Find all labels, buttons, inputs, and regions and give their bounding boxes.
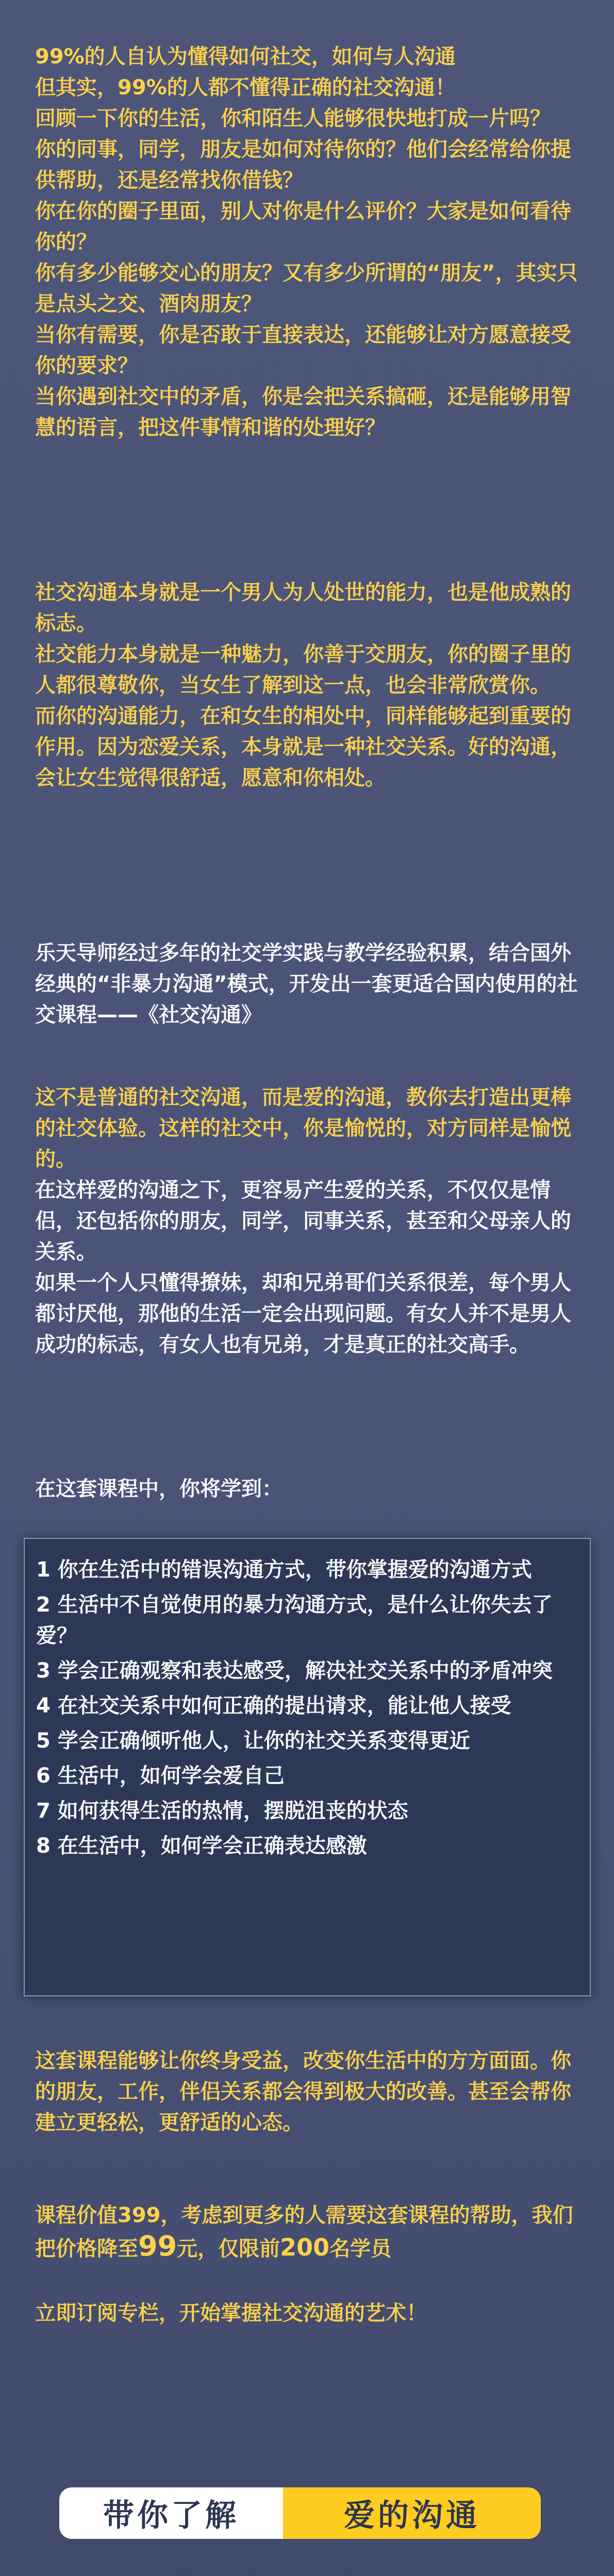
course-intro-paragraph: 乐天导师经过多年的社交学实践与教学经验积累，结合国外经典的“非暴力沟通”模式，开发出一套更适合国内使用的社交课程——《社交沟通》: [35, 941, 578, 1027]
original-price: 399: [118, 2204, 161, 2227]
seat-limit: 200: [280, 2233, 330, 2261]
lesson-item: 7 如何获得生活的热情，摆脱沮丧的状态: [36, 1799, 408, 1823]
intro-line: 当你遇到社交中的矛盾，你是会把关系搞砸，还是能够用智慧的语言，把这件事情和谐的处理好？: [35, 385, 571, 439]
cta-section: [35, 2298, 582, 2329]
benefit-paragraph: 这套课程能够让你终身受益，改变你生活中的方方面面。你的朋友，工作，伴侣关系都会得到极大的改善。甚至会帮你建立更轻松，更舒适的心态。: [35, 2049, 571, 2134]
banner-tag-left: 带你了解: [59, 2487, 283, 2539]
skill-paragraph: 社交能力本身就是一种魅力，你善于交朋友，你的圈子里的人都很尊敬你，当女生了解到这一点，也会非常欣赏你。: [35, 642, 571, 697]
price-text: 课程价值: [35, 2204, 118, 2227]
lessons-box: [24, 1538, 591, 1996]
intro-line: 99%的人自认为懂得如何社交，如何与人沟通: [35, 45, 456, 69]
intro-line: 但其实，99%的人都不懂得正确的社交沟通！: [35, 76, 456, 99]
love-paragraph: 在这样爱的沟通之下，更容易产生爱的关系，不仅仅是情侣，还包括你的朋友，同学，同事关系，甚至和父母亲人的关系。: [35, 1178, 571, 1264]
discount-price: 99: [138, 2230, 177, 2262]
intro-line: 你在你的圈子里面，别人对你是什么评价？大家是如何看待你的？: [35, 199, 571, 254]
lesson-item: 3 学会正确观察和表达感受，解决社交关系中的矛盾冲突: [36, 1659, 553, 1683]
skill-paragraph: 而你的沟通能力，在和女生的相处中，同样能够起到重要的作用。因为恋爱关系，本身就是一种社交关系。好的沟通，会让女生觉得很舒适，愿意和你相处。: [35, 704, 571, 790]
learn-heading: [35, 1473, 582, 1504]
price-section: [35, 2200, 582, 2264]
price-text: ，考虑到更多的人需要这套课程的帮助，我们把价格降至: [35, 2204, 573, 2261]
lesson-item: 5 学会正确倾听他人，让你的社交关系变得更近: [36, 1729, 470, 1753]
price-text: 名学员: [329, 2237, 392, 2261]
skill-section: [35, 577, 582, 793]
course-title: [0, 2558, 614, 2576]
banner-tag-right: 爱的沟通: [283, 2487, 541, 2539]
love-paragraph: 这不是普通的社交沟通，而是爱的沟通，教你去打造出更棒的社交体验。这样的社交中，你是愉悦的，对方同样是愉悦的。: [35, 1086, 571, 1171]
subscribe-cta: 立即订阅专栏，开始掌握社交沟通的艺术！: [35, 2301, 427, 2325]
learn-heading-text: 在这套课程中，你将学到：: [35, 1477, 283, 1501]
lesson-item: 2 生活中不自觉使用的暴力沟通方式，是什么让你失去了爱？: [36, 1593, 553, 1648]
price-paragraph: [35, 2200, 582, 2264]
lessons-list: [36, 1554, 577, 1866]
intro-line: 你有多少能够交心的朋友？又有多少所谓的“朋友”，其实只是点头之交、酒肉朋友？: [35, 261, 578, 316]
intro-line: 回顾一下你的生活，你和陌生人能够很快地打成一片吗？: [35, 107, 551, 130]
lesson-item: 4 在社交关系中如何正确的提出请求，能让他人接受: [36, 1694, 511, 1718]
intro-line: 当你有需要，你是否敢于直接表达，还能够让对方愿意接受你的要求？: [35, 323, 571, 378]
lesson-item: 8 在生活中，如何学会正确表达感激: [36, 1834, 367, 1858]
course-intro-section: [35, 938, 582, 1030]
love-section: [35, 1082, 582, 1360]
intro-line: 你的同事，同学，朋友是如何对待你的？他们会经常给你提供帮助，还是经常找你借钱？: [35, 138, 571, 192]
intro-section: [35, 41, 582, 443]
love-paragraph: 如果一个人只懂得撩妹，却和兄弟哥们关系很差，每个男人都讨厌他，那他的生活一定会出现问题。有女人并不是男人成功的标志，有女人也有兄弟，才是真正的社交高手。: [35, 1271, 571, 1357]
lesson-item: 6 生活中，如何学会爱自己: [36, 1764, 285, 1788]
skill-paragraph: 社交沟通本身就是一个男人为人处世的能力，也是他成熟的标志。: [35, 581, 571, 635]
lesson-item: 1 你在生活中的错误沟通方式，带你掌握爱的沟通方式: [36, 1558, 532, 1582]
price-text: 元，仅限前: [177, 2237, 280, 2261]
benefit-section: [35, 2045, 582, 2138]
